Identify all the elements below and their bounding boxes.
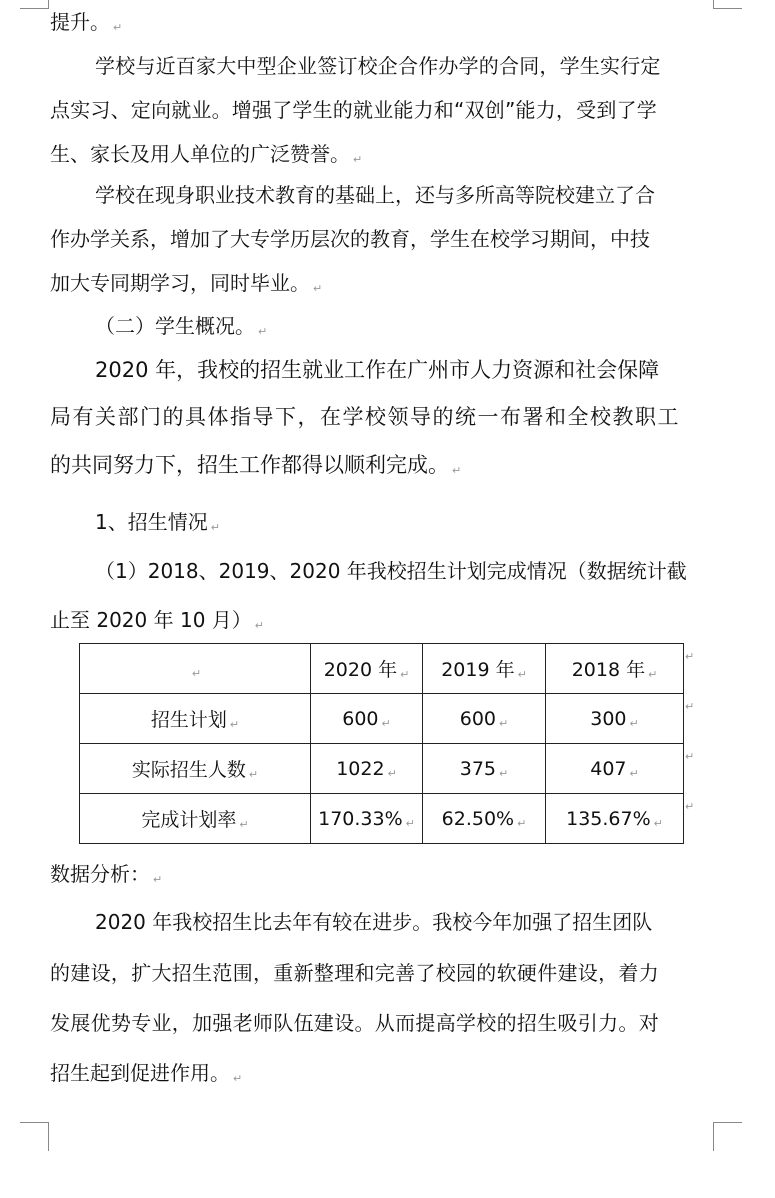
- enrollment-table: [79, 643, 684, 844]
- table-row: [80, 744, 684, 794]
- crop-mark-top-left: [20, 0, 49, 9]
- table-cell: 135.67% ↵: [546, 794, 684, 844]
- table-header-cell: ↵: [80, 644, 311, 694]
- analysis-label: 数据分析： ↵: [50, 862, 163, 886]
- para-1-line-2: 点实习、定向就业。增强了学生的就业能力和“双创”能力，受到了学: [50, 98, 657, 122]
- row-end-mark: ↵: [685, 800, 695, 813]
- table-cell: 实际招生人数 ↵: [80, 744, 311, 794]
- para-3-line-1: 2020 年，我校的招生就业工作在广州市人力资源和社会保障: [95, 358, 660, 382]
- table-row: [80, 694, 684, 744]
- para-1-line-3: 生、家长及用人单位的广泛赞誉。 ↵: [50, 142, 363, 166]
- section-heading-3: 1、招生情况 ↵: [95, 510, 220, 534]
- para-2-line-1: 学校在现身职业技术教育的基础上，还与多所高等院校建立了合: [95, 183, 655, 207]
- para-0: 提升。 ↵: [50, 10, 123, 34]
- crop-mark-top-right: [713, 0, 742, 9]
- table-header-cell: 2020 年 ↵: [311, 644, 423, 694]
- para-2-line-3: 加大专同期学习，同时毕业。 ↵: [50, 271, 323, 295]
- row-end-mark: ↵: [685, 750, 695, 763]
- row-end-mark: ↵: [685, 700, 695, 713]
- table-caption-line-1: （1）2018、2019、2020 年我校招生计划完成情况（数据统计截: [95, 559, 687, 583]
- table-cell: 600 ↵: [423, 694, 546, 744]
- crop-mark-bottom-left: [20, 1122, 49, 1151]
- table-caption-line-2: 止至 2020 年 10 月） ↵: [50, 608, 264, 632]
- table-header-cell: 2018 年 ↵: [546, 644, 684, 694]
- para-3-line-2: 局有关部门的具体指导下，在学校领导的统一布署和全校教职工: [50, 405, 680, 429]
- table-cell: 407 ↵: [546, 744, 684, 794]
- table-cell: 300 ↵: [546, 694, 684, 744]
- table-cell: 375 ↵: [423, 744, 546, 794]
- para-4-line-1: 2020 年我校招生比去年有较在进步。我校今年加强了招生团队: [95, 910, 653, 934]
- crop-mark-bottom-right: [713, 1122, 742, 1151]
- para-4-line-4: 招生起到促进作用。 ↵: [50, 1061, 243, 1085]
- section-heading-2: （二）学生概况。 ↵: [95, 314, 268, 338]
- para-3-line-3: 的共同努力下，招生工作都得以顺利完成。 ↵: [50, 453, 462, 477]
- table-header-row: [80, 644, 684, 694]
- table-cell: 完成计划率 ↵: [80, 794, 311, 844]
- row-end-mark: ↵: [685, 650, 695, 663]
- table-cell: 600 ↵: [311, 694, 423, 744]
- table-header-cell: 2019 年 ↵: [423, 644, 546, 694]
- table-cell: 招生计划 ↵: [80, 694, 311, 744]
- para-4-line-3: 发展优势专业，加强老师队伍建设。从而提高学校的招生吸引力。对: [50, 1011, 659, 1035]
- table-cell: 1022 ↵: [311, 744, 423, 794]
- table-cell: 62.50% ↵: [423, 794, 546, 844]
- para-2-line-2: 作办学关系，增加了大专学历层次的教育，学生在校学习期间，中技: [50, 227, 650, 251]
- para-1-line-1: 学校与近百家大中型企业签订校企合作办学的合同，学生实行定: [95, 54, 661, 78]
- table-row: [80, 794, 684, 844]
- para-4-line-2: 的建设，扩大招生范围，重新整理和完善了校园的软硬件建设，着力: [50, 961, 659, 985]
- table-cell: 170.33% ↵: [311, 794, 423, 844]
